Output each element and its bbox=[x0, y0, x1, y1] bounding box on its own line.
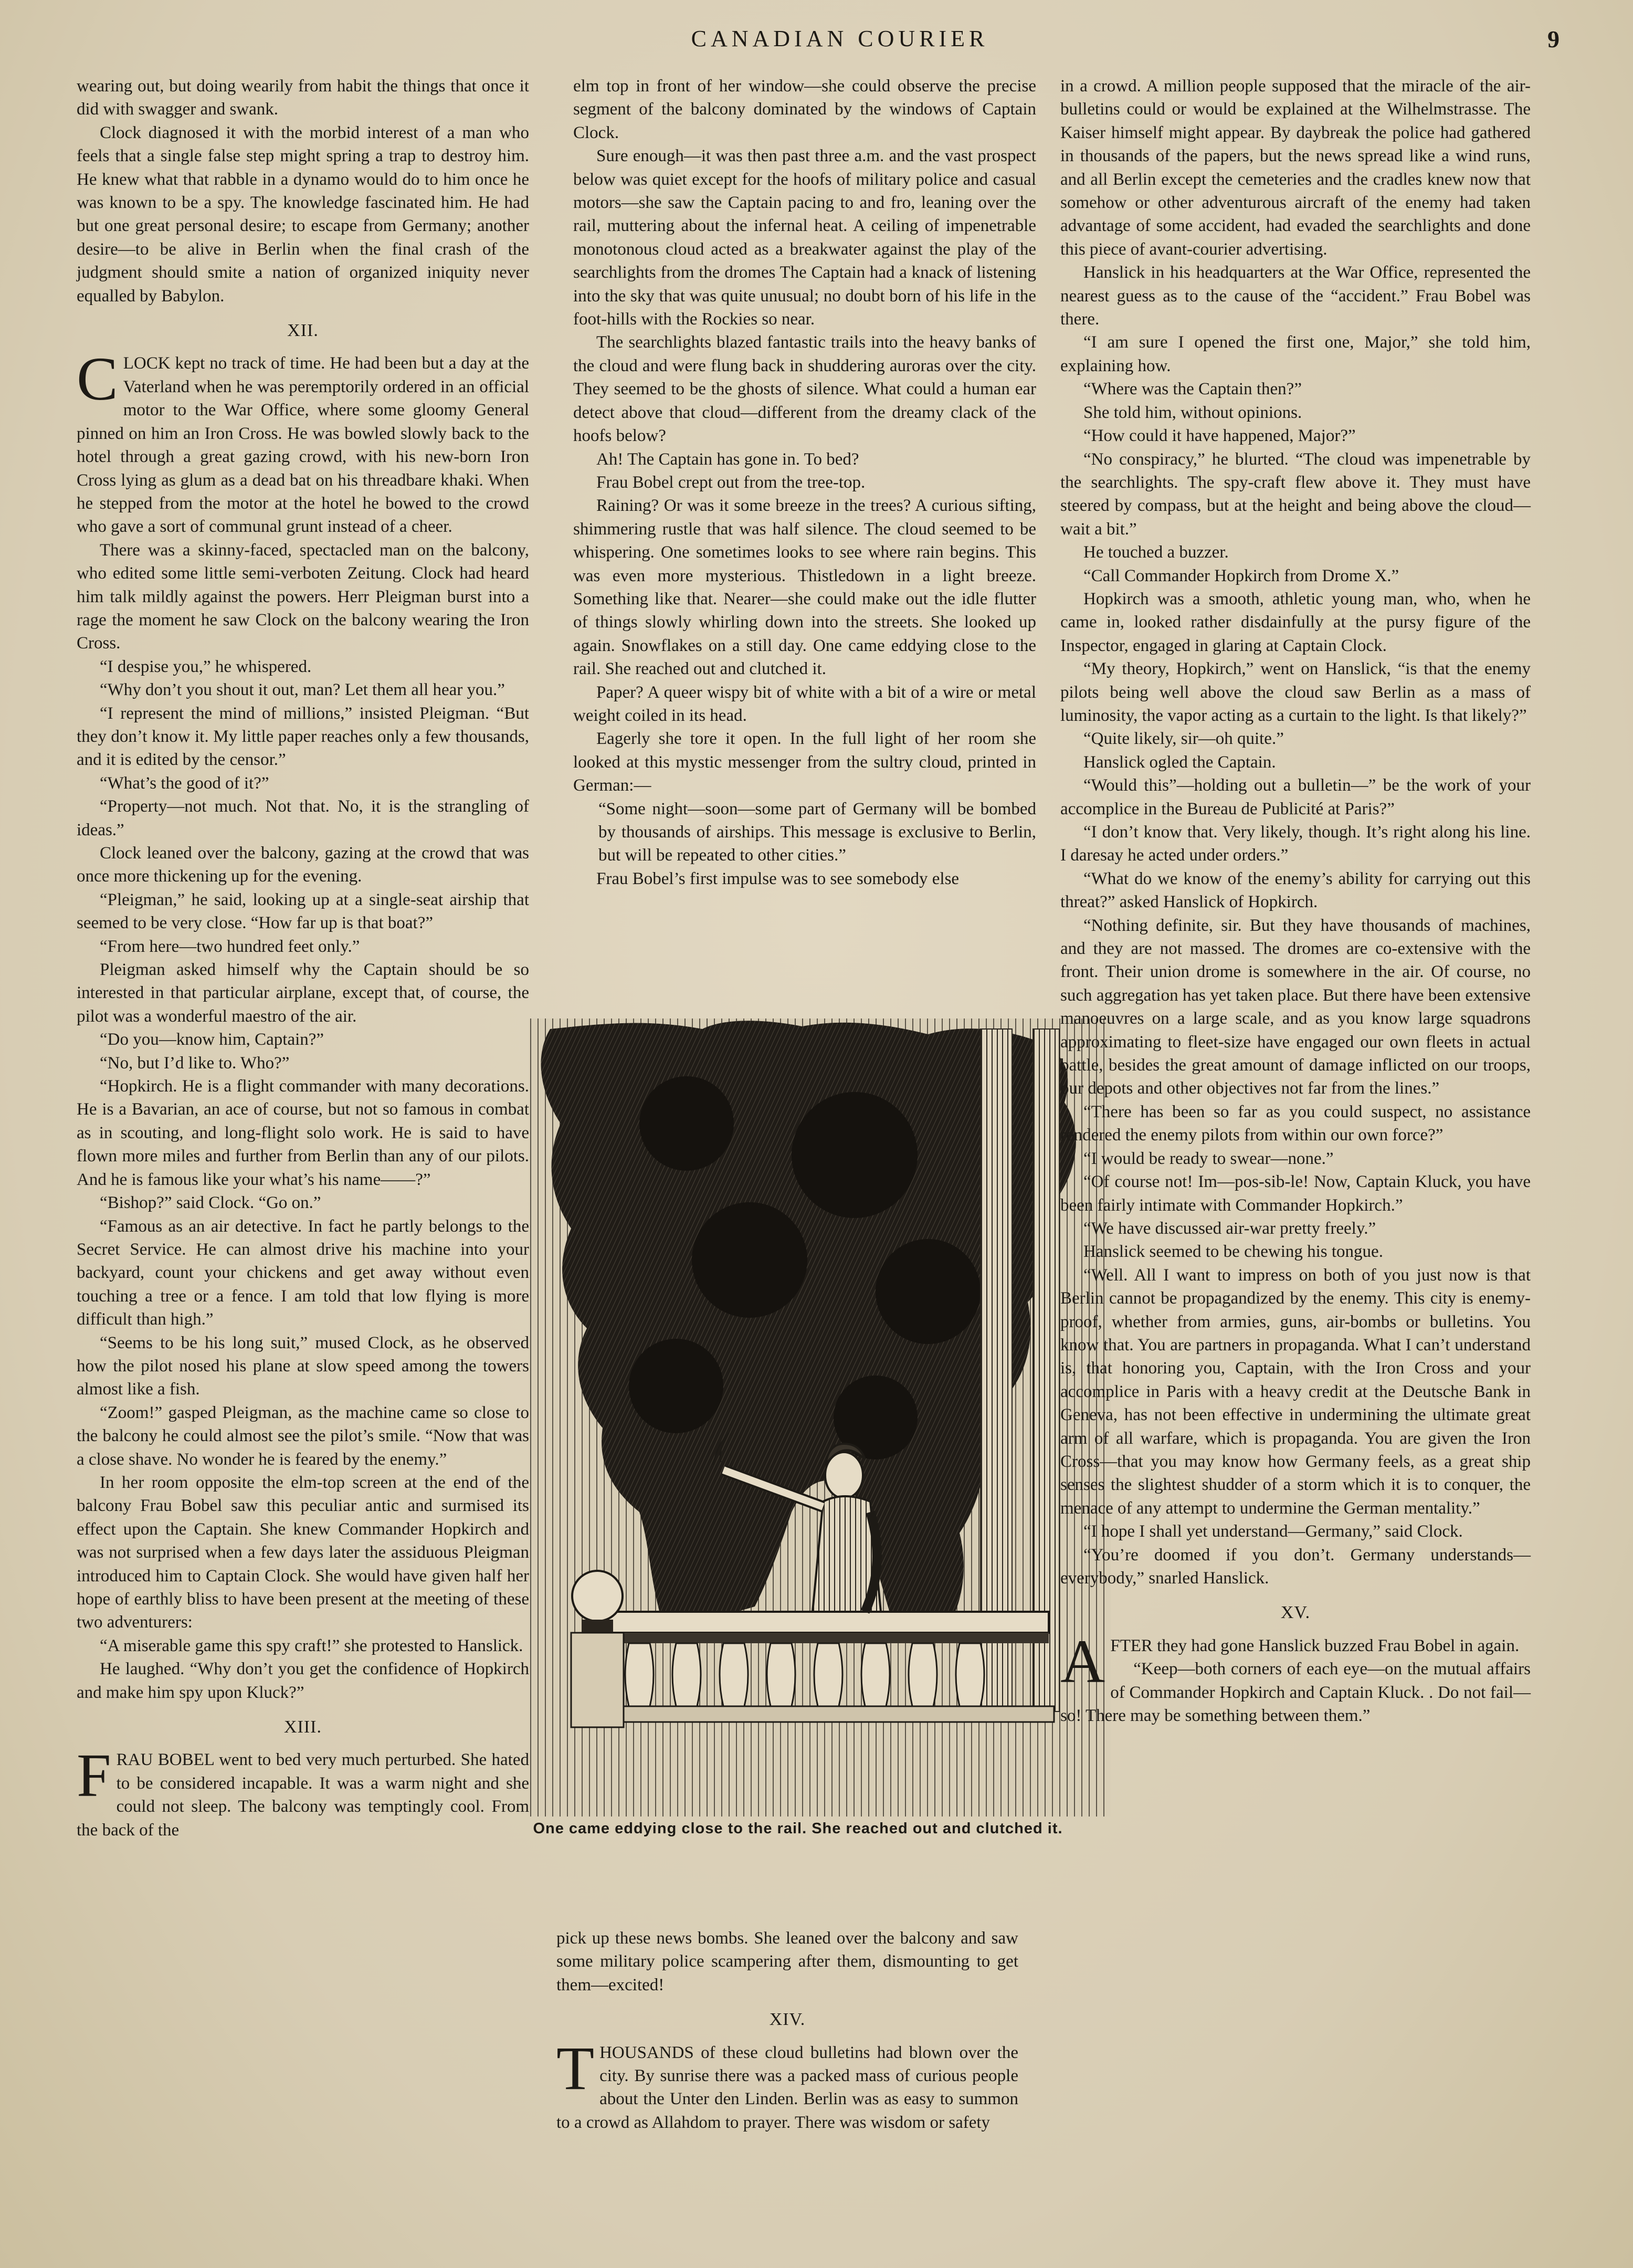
paragraph: “Call Commander Hopkirch from Drome X.” bbox=[1083, 566, 1399, 585]
printed-message: “Some night—soon—some part of Germany will be bombed by thousands of airships. This message is exclusive to Berlin, but will be repeated to other cities.” bbox=[598, 799, 1036, 865]
paragraph: He touched a buzzer. bbox=[1083, 543, 1229, 562]
paragraph-dropcap bbox=[556, 2033, 1018, 2135]
paragraph: Pleigman asked himself why the Captain should be so interested in that particular airplane, except that, of course, the pilot was a wonderful maestro of the air. bbox=[77, 960, 529, 1026]
paragraph: Raining? Or was it some breeze in the trees? A curious sifting, shimmering rustle that was half silence. The cloud seemed to be whispering. One sometimes looks to see where rain begins. This was even more mysterious. Thistledown in a light breeze. Something like that. Nearer—she could make out the idle flutter of things slowly whirling down into the streets. She looked up again. Snowflakes on a still day. One came eddying close to the rail. She reached out and clutched it. bbox=[573, 496, 1036, 679]
paragraph: “A miserable game this spy craft!” she protested to Hanslick. bbox=[100, 1636, 523, 1655]
paragraph: Sure enough—it was then past three a.m. and the vast prospect below was quiet except for the hoofs of military police and casual motors—she saw the Captain pacing to and fro, leaning over the rail, muttering about the infernal heat. A ceiling of impenetrable monotonous cloud acted as a breakwater against the play of the searchlights from the dromes The Captain had a knack of listening into the sky that was quite unusual; no doubt born of his life in the foot-hills with the Rockies so near. bbox=[573, 146, 1036, 329]
paragraph: “Keep—both corners of each eye—on the mutual affairs of Commander Hopkirch and Captain Kluck. . Do not fail—so! There may be something between them.” bbox=[1060, 1660, 1531, 1726]
section-heading-xiii: XIII. bbox=[283, 1717, 322, 1737]
drop-cap: F bbox=[77, 1741, 111, 1810]
paragraph: “I don’t know that. Very likely, though. It’s right along his line. I daresay he acted under orders.” bbox=[1060, 823, 1531, 865]
paragraph: There was a skinny-faced, spectacled man on the balcony, who edited some little semi-verboten Zeitung. Clock had heard him talk mildly against the powers. Herr Pleigman burst into a rage the moment he saw Clock on the balcony wearing the Iron Cross. bbox=[77, 540, 529, 653]
paragraph: “I hope I shall yet understand—Germany,” said Clock. bbox=[1083, 1522, 1463, 1541]
paragraph: The searchlights blazed fantastic trails into the heavy banks of the cloud and were flung back in shuddering auroras over the city. They seemed to be the ghosts of silence. What could a human ear detect above that cloud—different from the dreamy clack of the hoofs below? bbox=[573, 333, 1036, 446]
paragraph-dropcap bbox=[77, 344, 529, 538]
paragraph: “Well. All I want to impress on both of you just now is that Berlin cannot be propagandized by the enemy. This city is enemy-proof, whether from armies, guns, air-bombs or bulletins. You know that. You are partners in propaganda. What I can’t understand is, that honoring you, Captain, with the Iron Cross and your accomplice in Paris with a heavy credit at the Deutsche Bank in Geneva, has not been effective in undermining the ultimate great arm of all warfare, which is propaganda. You are given the Iron Cross—that you may know how Germany feels, as a great ship senses the slightest shudder of a storm which it is to conquer, the menace of any attempt to undermine the German mentality.” bbox=[1060, 1265, 1531, 1518]
paragraph: “I represent the mind of millions,” insisted Pleigman. “But they don’t know it. My little paper reaches only a few thousands, and it is edited by the censor.” bbox=[77, 704, 529, 770]
section-heading-xii: XII. bbox=[287, 321, 319, 341]
paragraph: in a crowd. A million people supposed that the miracle of the air-bulletins could or would be explained at the Wilhelmstrasse. The Kaiser himself might appear. By daybreak the police had gathered in thousands of the papers, but the news spread like a wind runs, and all Berlin except the cemeteries and the cradles knew now that somehow or other adventurous aircraft of the enemy had taken advantage of some accident, had evaded the searchlights and done this piece of avant-courier advertising. bbox=[1060, 77, 1531, 259]
paragraph: “From here—two hundred feet only.” bbox=[100, 937, 360, 956]
paragraph: “I despise you,” he whispered. bbox=[100, 657, 312, 676]
paragraph: “Seems to be his long suit,” mused Clock, as he observed how the pilot nosed his plane at slow speed among the towers almost like a fish. bbox=[77, 1333, 529, 1399]
column-3 bbox=[1060, 75, 1531, 1727]
paragraph: “Quite likely, sir—oh quite.” bbox=[1083, 729, 1284, 749]
paragraph: elm top in front of her window—she could observe the precise segment of the balcony dominated by the windows of Captain Clock. bbox=[573, 77, 1036, 142]
paragraph-text: LOCK kept no track of time. He had been but a day at the Vaterland when he was peremptorily ordered in an official motor to the War Office, where some gloomy General pinned on him an Iron Cross. He was bowled slowly back to the hotel through a great gazing crowd, with his new-born Iron Cross lying as glum as a dead bat on his threadbare khaki. When he stepped from the motor at the hotel he bowed to the crowd who gave a sort of communal grunt instead of a cheer. bbox=[77, 354, 529, 537]
paragraph: He laughed. “Why don’t you get the confidence of Hopkirch and make him spy upon Kluck?” bbox=[77, 1660, 529, 1702]
drop-cap: T bbox=[556, 2033, 595, 2103]
illustration bbox=[529, 1018, 1111, 1811]
column-2 bbox=[573, 75, 1036, 890]
paragraph: “You’re doomed if you don’t. Germany understands—everybody,” snarled Hanslick. bbox=[1060, 1545, 1531, 1588]
paragraph: “Would this”—holding out a bulletin—” be the work of your accomplice in the Bureau de Publicité at Paris?” bbox=[1060, 776, 1531, 818]
paragraph: “What’s the good of it?” bbox=[100, 773, 269, 793]
paragraph: wearing out, but doing wearily from habit the things that once it did with swagger and swank. bbox=[77, 77, 529, 119]
paragraph: “Why don’t you shout it out, man? Let them all hear you.” bbox=[100, 680, 505, 700]
paragraph: “I would be ready to swear—none.” bbox=[1083, 1149, 1334, 1168]
paragraph: Hanslick seemed to be chewing his tongue. bbox=[1083, 1242, 1383, 1262]
section-heading-xiv: XIV. bbox=[769, 2010, 806, 2030]
column-2-continued bbox=[556, 1927, 1018, 2134]
paragraph: In her room opposite the elm-top screen at the end of the balcony Frau Bobel saw this peculiar antic and surmised its effect upon the Captain. She knew Commander Hopkirch and was not surprised when a few days later the assiduous Pleigman introduced him to Captain Clock. She would have given half her hope of earthly bliss to have been present at the meeting of these two adventurers: bbox=[77, 1473, 529, 1632]
section-heading-xv: XV. bbox=[1280, 1603, 1311, 1623]
paragraph: Eagerly she tore it open. In the full light of her room she looked at this mystic messenger from the sultry cloud, printed in German:— bbox=[573, 729, 1036, 795]
paragraph: “Pleigman,” he said, looking up at a single-seat airship that seemed to be very close. “How far up is that boat?” bbox=[77, 890, 529, 933]
paragraph: “Property—not much. Not that. No, it is the strangling of ideas.” bbox=[77, 797, 529, 839]
drop-cap: C bbox=[77, 344, 118, 414]
paragraph: “Do you—know him, Captain?” bbox=[100, 1030, 324, 1049]
paragraph-text: HOUSANDS of these cloud bulletins had blown over the city. By sunrise there was a packed mass of curious people about the Unter den Linden. Berlin was as easy to summon to a crowd as Allahdom to prayer. There was wisdom or safety bbox=[556, 2043, 1018, 2132]
paragraph: “Famous as an air detective. In fact he partly belongs to the Secret Service. He can almost drive his machine into your backyard, count your chickens and get away without even touching a tree or a fence. I am told that low flying is more difficult than high.” bbox=[77, 1216, 529, 1329]
paragraph: “Of course not! Im—pos-sib-le! Now, Captain Kluck, you have been fairly intimate with Commander Hopkirch.” bbox=[1060, 1172, 1531, 1215]
balcony-illustration bbox=[529, 1018, 1111, 1816]
page-header bbox=[0, 25, 1633, 62]
paragraph: “Bishop?” said Clock. “Go on.” bbox=[100, 1193, 321, 1213]
paragraph-text: FTER they had gone Hanslick buzzed Frau Bobel in again. bbox=[1110, 1636, 1520, 1655]
paragraph: “Zoom!” gasped Pleigman, as the machine came so close to the balcony he could almost see the pilot’s smile. “Now that was a close shave. No wonder he is feared by the enemy.” bbox=[77, 1403, 529, 1469]
paragraph: Paper? A queer wispy bit of white with a bit of a wire or metal weight coiled in its head. bbox=[573, 682, 1036, 725]
paragraph: “We have discussed air-war pretty freely.” bbox=[1083, 1219, 1376, 1238]
paragraph: “What do we know of the enemy’s ability for carrying out this threat?” asked Hanslick of Hopkirch. bbox=[1060, 869, 1531, 912]
paragraph-text: RAU BOBEL went to bed very much perturbed. She hated to be considered incapable. It was a warm night and she could not sleep. The balcony was temptingly cool. From the back of the bbox=[77, 1750, 529, 1840]
page-number: 9 bbox=[1547, 26, 1560, 52]
paragraph: Frau Bobel crept out from the tree-top. bbox=[596, 472, 866, 492]
paragraph: “Hopkirch. He is a flight commander with many decorations. He is a Bavarian, an ace of course, but not so famous in combat as in scouting, and long-flight solo work. He is said to have flown more miles and further from Berlin than any of our pilots. And he is famous like your what’s his name——?” bbox=[77, 1077, 529, 1189]
paragraph: Frau Bobel’s first impulse was to see somebody else bbox=[596, 869, 960, 888]
paragraph: “Nothing definite, sir. But they have thousands of machines, and they are not massed. The dromes are co-extensive with the front. Their union drome is somewhere in the air. Of course, no such aggregation has yet taken place. But there have been extensive manoeuvres on a large scale, and as you know large squadrons approximating to fleet-size have engaged our own fleets in actual battle, besides the great amount of damage inflicted on our troops, our depots and other objectives not far from the lines.” bbox=[1060, 916, 1531, 1098]
paragraph: “I am sure I opened the first one, Major,” she told him, explaining how. bbox=[1060, 333, 1531, 375]
drop-cap: A bbox=[1060, 1626, 1105, 1696]
paragraph: “Where was the Captain then?” bbox=[1083, 380, 1302, 399]
paragraph: pick up these news bombs. She leaned over the balcony and saw some military police scampering after them, dismounting to get them—excited! bbox=[556, 1929, 1018, 1994]
illustration-caption: One came eddying close to the rail. She reached out and clutched it. bbox=[533, 1820, 1063, 1837]
paragraph: “No conspiracy,” he blurted. “The cloud was impenetrable by the searchlights. The spy-craft flew above it. They must have steered by compass, but at the height and being above the cloud—wait a bit.” bbox=[1060, 449, 1531, 539]
masthead: CANADIAN COURIER bbox=[691, 26, 989, 51]
paragraph: Hanslick ogled the Captain. bbox=[1083, 752, 1276, 772]
paragraph: Ah! The Captain has gone in. To bed? bbox=[596, 449, 859, 469]
paragraph: Hanslick in his headquarters at the War Office, represented the nearest guess as to the cause of the “accident.” Frau Bobel was there. bbox=[1060, 263, 1531, 329]
paragraph: “How could it have happened, Major?” bbox=[1083, 426, 1356, 446]
paragraph: “My theory, Hopkirch,” went on Hanslick, “is that the enemy pilots being well above the cloud saw Berlin as a mass of luminosity, the vapor acting as a curtain to the light. Is that likely?” bbox=[1060, 659, 1531, 725]
paragraph-dropcap bbox=[77, 1741, 529, 1842]
paragraph: “There has been so far as you could suspect, no assistance rendered the enemy pilots from within our own force?” bbox=[1060, 1102, 1531, 1145]
paragraph: “No, but I’d like to. Who?” bbox=[100, 1053, 290, 1073]
paragraph: Hopkirch was a smooth, athletic young man, who, when he came in, looked rather disdainfully at the pursy figure of the Inspector, engaged in glaring at Captain Clock. bbox=[1060, 589, 1531, 655]
paragraph: Clock diagnosed it with the morbid interest of a man who feels that a single false step might spring a trap to destroy him. He knew what that rabble in a dynamo would do to him once he was known to be a spy. The knowledge fascinated him. He had but one great personal desire; to escape from Germany; another desire—to be alive in Berlin when the final crash of the judgment should smite a nation of organized iniquity never equalled by Babylon. bbox=[77, 123, 529, 306]
paragraph: Clock leaned over the balcony, gazing at the crowd that was once more thickening up for the evening. bbox=[77, 844, 529, 886]
column-1 bbox=[77, 75, 529, 1842]
paragraph: She told him, without opinions. bbox=[1083, 403, 1302, 422]
